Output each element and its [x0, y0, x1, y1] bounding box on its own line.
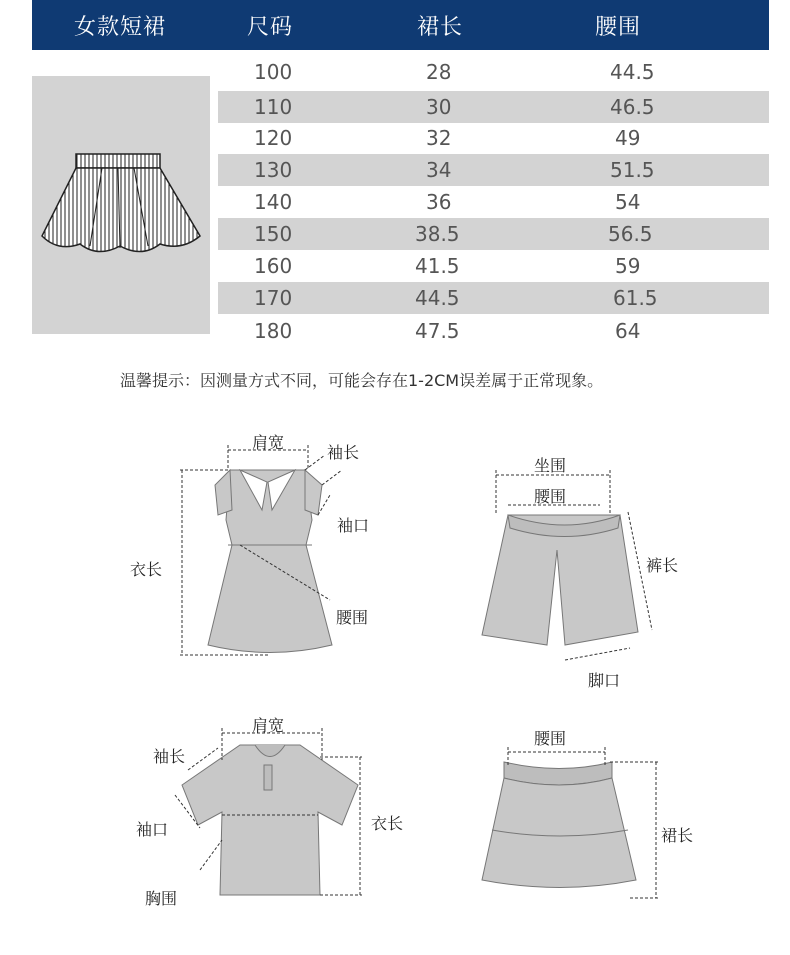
cell-length: 47.5 — [415, 319, 460, 343]
shirt-shoulder-label: 肩宽 — [252, 716, 285, 735]
shirt-sleeve-length-label: 袖长 — [153, 747, 186, 766]
header-product: 女款短裙 — [74, 15, 167, 40]
cell-waist: 56.5 — [608, 222, 653, 246]
shorts-diagram — [482, 515, 638, 645]
cell-waist: 44.5 — [610, 60, 655, 84]
dress-sleeve-length-label: 袖长 — [327, 443, 360, 462]
shirt-chest-label: 胸围 — [145, 889, 178, 908]
cell-length: 32 — [426, 126, 452, 150]
dress-diagram — [208, 470, 332, 653]
header-waist: 腰围 — [595, 15, 642, 40]
cell-waist: 46.5 — [610, 95, 655, 119]
header-length: 裙长 — [417, 15, 464, 40]
cell-size: 130 — [254, 158, 293, 182]
skirt-length-label: 裙长 — [661, 826, 694, 845]
cell-size: 170 — [254, 286, 293, 310]
cell-length: 38.5 — [415, 222, 460, 246]
shorts-waist-label: 腰围 — [534, 487, 567, 506]
cell-length: 41.5 — [415, 254, 460, 278]
cell-length: 36 — [426, 190, 452, 214]
skirt-waist-label: 腰围 — [534, 729, 567, 748]
cell-waist: 51.5 — [610, 158, 655, 182]
dress-length-label: 衣长 — [130, 560, 163, 579]
cell-waist: 61.5 — [613, 286, 658, 310]
cell-size: 140 — [254, 190, 293, 214]
cell-size: 160 — [254, 254, 293, 278]
dress-cuff-label: 袖口 — [337, 516, 370, 535]
dress-waist-label: 腰围 — [336, 608, 369, 627]
cell-size: 100 — [254, 60, 293, 84]
cell-length: 34 — [426, 158, 452, 182]
cell-waist: 49 — [615, 126, 641, 150]
measurement-tip: 温馨提示：因测量方式不同，可能会存在1-2CM误差属于正常现象。 — [120, 371, 604, 390]
cell-waist: 64 — [615, 319, 641, 343]
shorts-hip-label: 坐围 — [534, 456, 567, 475]
shorts-leg-opening-label: 脚口 — [588, 671, 621, 690]
skirt-diagram — [482, 762, 636, 888]
cell-waist: 54 — [615, 190, 641, 214]
cell-length: 28 — [426, 60, 452, 84]
dress-shoulder-label: 肩宽 — [252, 433, 285, 452]
header-size: 尺码 — [247, 15, 294, 40]
cell-length: 30 — [426, 95, 452, 119]
shirt-cuff-label: 袖口 — [136, 820, 169, 839]
cell-size: 180 — [254, 319, 293, 343]
cell-size: 150 — [254, 222, 293, 246]
shorts-length-label: 裤长 — [646, 556, 679, 575]
cell-size: 110 — [254, 95, 293, 119]
shirt-length-label: 衣长 — [371, 814, 404, 833]
cell-length: 44.5 — [415, 286, 460, 310]
cell-waist: 59 — [615, 254, 641, 278]
shirt-diagram — [182, 745, 358, 895]
cell-size: 120 — [254, 126, 293, 150]
